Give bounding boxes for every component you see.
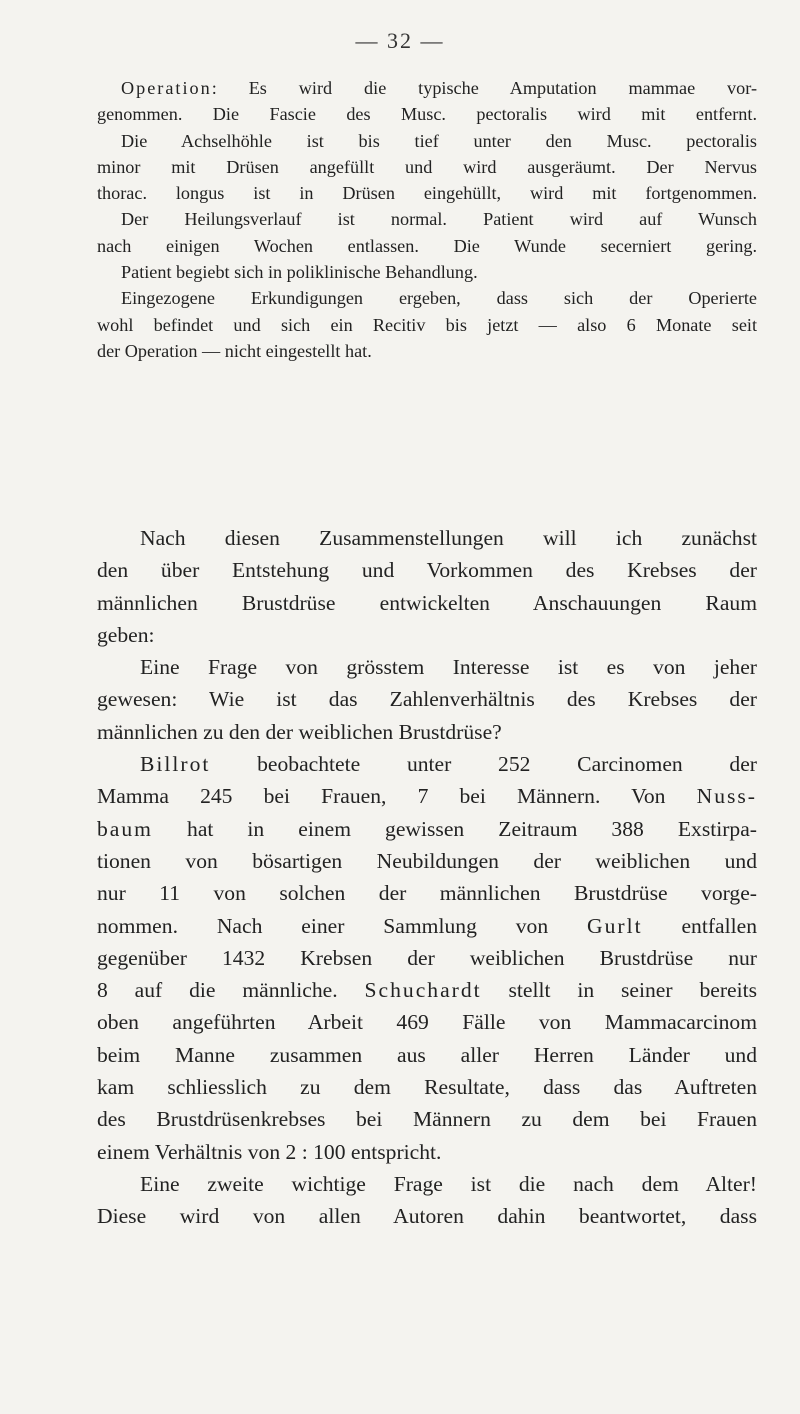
page-number: — 32 — (355, 28, 445, 53)
text-segment: Nach diesen Zusammenstellungen will ich zunächst (140, 526, 757, 550)
text-segment: Eine zweite wichtige Frage ist die nach dem Alter! (140, 1171, 757, 1196)
text-line (97, 75, 757, 101)
paragraph (97, 75, 757, 128)
text-segment: : Es wird die typische Amputation mammae vor- (211, 78, 757, 98)
text-line (97, 206, 757, 232)
text-line (97, 180, 757, 206)
text-line (97, 522, 757, 554)
text-segment: gewesen: Wie ist das Zahlenverhältnis des Krebses der (97, 687, 757, 712)
spaced-name: baum (97, 816, 153, 841)
text-line (97, 974, 757, 1006)
text-line (97, 1168, 757, 1200)
text-segment: des Brustdrüsenkrebses bei Männern zu dem bei Frauen (97, 1107, 757, 1132)
text-segment: einem Verhältnis von 2 : 100 entspricht. (97, 1139, 442, 1164)
text-segment: minor mit Drüsen angefüllt und wird ausgeräumt. Der Nervus (97, 156, 757, 177)
spaced-name: Schuchardt (364, 978, 482, 1003)
text-line (97, 1200, 757, 1232)
spaced-name: Billrot (140, 752, 211, 777)
text-line (97, 285, 757, 311)
text-segment: Eine Frage von grösstem Interesse ist es von jeher (140, 655, 757, 680)
text-line (97, 877, 757, 909)
text-segment: Eingezogene Erkundigungen ergeben, dass sich der Operierte (121, 288, 757, 309)
text-segment: beim Manne zusammen aus aller Herren Länder und (97, 1042, 757, 1067)
text-segment: männlichen Brustdrüse entwickelten Anschauungen Raum (97, 590, 757, 615)
text-line (97, 154, 757, 180)
text-line (97, 587, 757, 619)
text-line (97, 780, 757, 812)
text-segment: wohl befindet und sich ein Recitiv bis jetzt — also 6 Monate seit (97, 314, 757, 335)
paragraph (97, 748, 757, 1168)
text-segment: nach einigen Wochen entlassen. Die Wunde secerniert gering. (97, 235, 757, 256)
text-segment: genommen. Die Fascie des Musc. pectoralis wird mit entfernt. (97, 104, 757, 125)
spaced-name: Nuss- (696, 784, 757, 809)
text-segment: Diese wird von allen Autoren dahin beantwortet, dass (97, 1204, 757, 1229)
text-segment: kam schliesslich zu dem Resultate, dass das Auftreten (97, 1075, 757, 1100)
text-segment: tionen von bösartigen Neubildungen der weiblichen und (97, 848, 757, 873)
text-line (97, 1071, 757, 1103)
paragraph (97, 206, 757, 259)
text-segment: geben: (97, 622, 155, 647)
text-segment: männlichen zu den der weiblichen Brustdrüse? (97, 719, 502, 744)
text-line (97, 233, 757, 259)
text-segment: nommen. Nach einer Sammlung von (97, 913, 587, 938)
text-line (97, 1006, 757, 1038)
text-line (97, 716, 757, 748)
text-line (97, 748, 757, 780)
paragraph (97, 285, 757, 364)
text-line (97, 1103, 757, 1135)
text-segment: den über Entstehung und Vorkommen des Krebses der (97, 558, 757, 583)
text-line (97, 554, 757, 586)
text-line (97, 259, 757, 285)
text-line (97, 338, 757, 364)
text-segment: entfallen (642, 913, 757, 938)
text-line (97, 813, 757, 845)
text-line (97, 312, 757, 338)
spaced-name: Operation (121, 78, 212, 98)
paragraph (97, 651, 757, 748)
text-segment: 8 auf die männliche. (97, 978, 365, 1003)
text-segment: Der Heilungsverlauf ist normal. Patient wird auf Wunsch (121, 209, 757, 230)
spaced-name: Gurlt (587, 913, 643, 938)
text-line (97, 942, 757, 974)
text-segment: nur 11 von solchen der männlichen Brustdrüse vorge- (97, 881, 757, 906)
text-line (97, 845, 757, 877)
main-text (97, 522, 757, 1233)
paragraph (97, 128, 757, 207)
text-line (97, 651, 757, 683)
text-line (97, 683, 757, 715)
paragraph (97, 522, 757, 651)
text-segment: oben angeführten Arbeit 469 Fälle von Mammacarcinom (97, 1010, 757, 1035)
text-line (97, 910, 757, 942)
text-segment: der Operation — nicht eingestellt hat. (97, 340, 372, 361)
text-line (97, 619, 757, 651)
text-line (97, 1039, 757, 1071)
paragraph (97, 1168, 757, 1233)
text-segment: Mamma 245 bei Frauen, 7 bei Männern. Von (97, 784, 697, 809)
text-segment: hat in einem gewissen Zeitraum 388 Exstirpa- (152, 816, 757, 841)
case-report-text (97, 75, 757, 364)
text-line (97, 1136, 757, 1168)
text-segment: stellt in seiner bereits (481, 978, 758, 1003)
text-segment: Die Achselhöhle ist bis tief unter den Musc. pectoralis (121, 130, 757, 151)
text-segment: Patient begiebt sich in poliklinische Behandlung. (121, 262, 478, 283)
text-segment: beobachtete unter 252 Carcinomen der (210, 752, 757, 777)
text-line (97, 101, 757, 127)
text-segment: gegenüber 1432 Krebsen der weiblichen Brustdrüse nur (97, 945, 757, 970)
text-segment: thorac. longus ist in Drüsen eingehüllt, wird mit fortgenommen. (97, 183, 757, 204)
text-line (97, 128, 757, 154)
paragraph (97, 259, 757, 285)
